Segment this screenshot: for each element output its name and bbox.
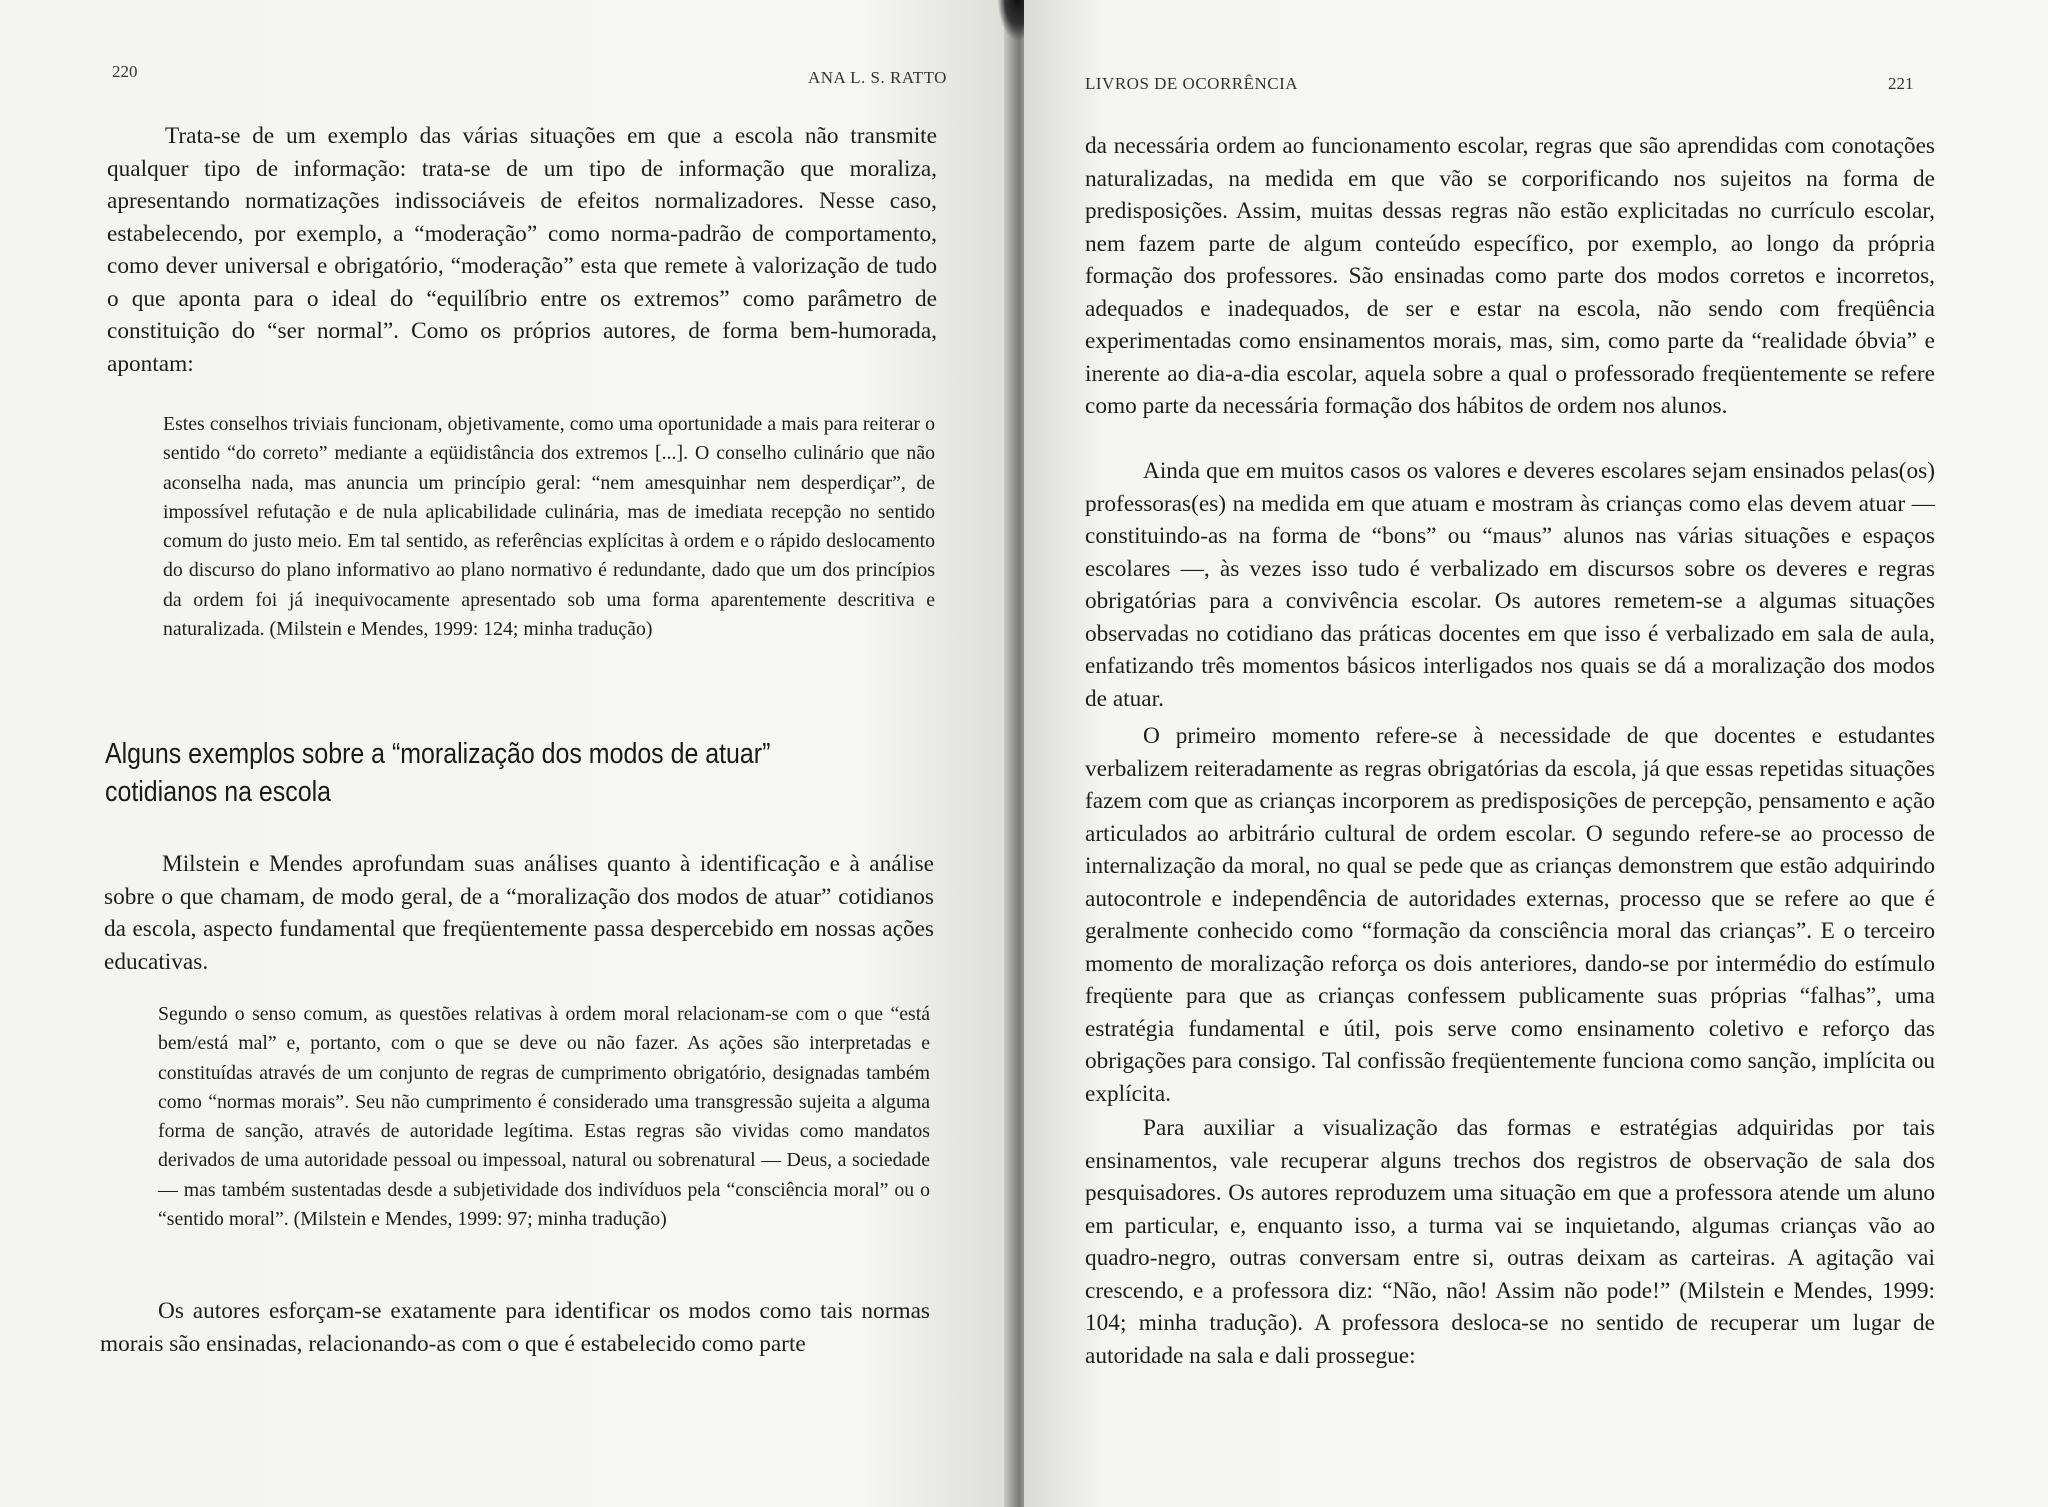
right-paragraph-4: Para auxiliar a visualização das formas e estratégias adquiridas por tais ensinamentos, vale recuperar alguns trechos dos registros de observação de sala dos pesquisadores. Os autores reproduzem uma situação em que a professora atende um aluno em particular, e, enquanto isso, a turma vai se inquietando, algumas crianças vão ao quadro-negro, outras conversam entre si, outras deixam as carteiras. A agitação vai crescendo, e a professora diz: “Não, não! Assim não pode!” (Milstein e Mendes, 1999: 104; minha tradução). A professora desloca-se no sentido de recuperar um lugar de autoridade na sala e dali prossegue: xyxy=(1085,1115,1935,1369)
right-paragraph-3: O primeiro momento refere-se à necessidade de que docentes e estudantes verbalizem reiteradamente as regras obrigatórias da escola, já que essas repetidas situações fazem com que as crianças incorporem as predisposições de percepção, pensamento e ação articulados ao arbitrário cultural de ordem escolar. O segundo refere-se ao processo de internalização da moral, no qual se pede que as crianças demonstrem que estão adquirindo autocontrole e independência de autoridades externas, processo que se refere ao que é geralmente conhecido como “formação da consciência moral das crianças”. E o terceiro momento de moralização reforça os dois anteriores, dando-se por intermédio do estímulo freqüente para que as crianças confessem publicamente suas próprias “falhas”, uma estratégia fundamental e útil, pois serve como ensinamento coletivo e reforço das obrigações para consigo. Tal confissão freqüentemente funciona como sanção, implícita ou explícita. xyxy=(1085,723,1935,1107)
right-page xyxy=(1024,0,2048,1507)
page-number-right: 221 xyxy=(1888,74,1914,93)
running-head-right: LIVROS DE OCORRÊNCIA xyxy=(1085,74,1299,93)
right-paragraph-2: Ainda que em muitos casos os valores e deveres escolares sejam ensinados pelas(os) professoras(es) na medida em que atuam e mostram às crianças como elas devem atuar — constituindo-as na forma de “bons” ou “maus” alunos nas várias situações e espaços escolares —, às vezes isso tudo é verbalizado em discursos sobre os deveres e regras obrigatórias para a convivência escolar. Os autores remetem-se a algumas situações observadas no cotidiano das práticas docentes em que isso é verbalizado em sala de aula, enfatizando três momentos básicos interligados nos quais se dá a moralização dos modos de atuar. xyxy=(1085,458,1935,712)
left-block-quote-1: Estes conselhos triviais funcionam, objetivamente, como uma oportunidade a mais para reiterar o sentido “do correto” mediante a eqüidistância dos extremos [...]. O conselho culinário que não aconselha nada, mas anuncia um princípio geral: “nem amesquinhar nem desperdiçar”, de impossível refutação e de nula aplicabilidade culinária, mas de imediata recepção no sentido comum do justo meio. Em tal sentido, as referências explícitas à ordem e o rápido deslocamento do discurso do plano informativo ao plano normativo é redundante, dado que um dos princípios da ordem foi já inequivocamente apresentado sob uma forma aparentemente descritiva e naturalizada. (Milstein e Mendes, 1999: 124; minha tradução) xyxy=(163,413,935,641)
left-paragraph-2: Milstein e Mendes aprofundam suas análises quanto à identificação e à análise sobre o que chamam, de modo geral, de a “moralização dos modos de atuar” cotidianos da escola, aspecto fundamental que freqüentemente passa despercebido em nossas ações educativas. xyxy=(104,851,934,975)
right-paragraph-1: da necessária ordem ao funcionamento escolar, regras que são aprendidas com conotações naturalizadas, na medida em que vão se corporificando nos sujeitos na forma de predisposições. Assim, muitas dessas regras não estão explicitadas no currículo escolar, nem fazem parte de algum conteúdo específico, por exemplo, ao longo da própria formação dos professores. São ensinadas como parte dos modos corretos e incorretos, adequados e inadequados, de ser e estar na escola, não sendo com freqüência experimentadas como ensinamentos morais, mas, sim, como parte da “realidade óbvia” e inerente ao dia-a-dia escolar, aquela sobre a qual o professorado freqüentemente se refere como parte da necessária formação dos hábitos de ordem nos alunos. xyxy=(1085,133,1935,419)
section-heading-line-2: cotidianos na escola xyxy=(105,776,332,808)
section-heading-line-1: Alguns exemplos sobre a “moralização dos modos de atuar” xyxy=(105,738,771,770)
section-heading xyxy=(105,735,896,811)
left-paragraph-3: Os autores esforçam-se exatamente para identificar os modos como tais normas morais são ensinadas, relacionando-as com o que é estabelecido como parte xyxy=(100,1298,930,1357)
page-number-left: 220 xyxy=(112,62,138,81)
running-head-left: ANA L. S. RATTO xyxy=(808,68,947,87)
left-page xyxy=(0,0,1012,1507)
left-block-quote-2: Segundo o senso comum, as questões relativas à ordem moral relacionam-se com o que “está bem/está mal” e, portanto, com o que se deve ou não fazer. As ações são interpretadas e constituídas através de um conjunto de regras de cumprimento obrigatório, designadas também como “normas morais”. Seu não cumprimento é considerado uma transgressão sujeita a alguma forma de sanção, através de autoridade legítima. Estas regras são vividas como mandatos derivados de uma autoridade pessoal ou impessoal, natural ou sobrenatural — Deus, a sociedade — mas também sustentadas desde a subjetividade dos indivíduos pela “consciência moral” ou o “sentido moral”. (Milstein e Mendes, 1999: 97; minha tradução) xyxy=(158,1003,930,1231)
left-paragraph-1: Trata-se de um exemplo das várias situações em que a escola não transmite qualquer tipo de informação: trata-se de um tipo de informação que moraliza, apresentando normatizações indissociáveis de efeitos normalizadores. Nesse caso, estabelecendo, por exemplo, a “moderação” como norma-padrão de comportamento, como dever universal e obrigatório, “moderação” esta que remete à valorização de tudo o que aponta para o ideal do “equilíbrio entre os extremos” como parâmetro de constituição do “ser normal”. Como os próprios autores, de forma bem-humorada, apontam: xyxy=(107,123,937,377)
